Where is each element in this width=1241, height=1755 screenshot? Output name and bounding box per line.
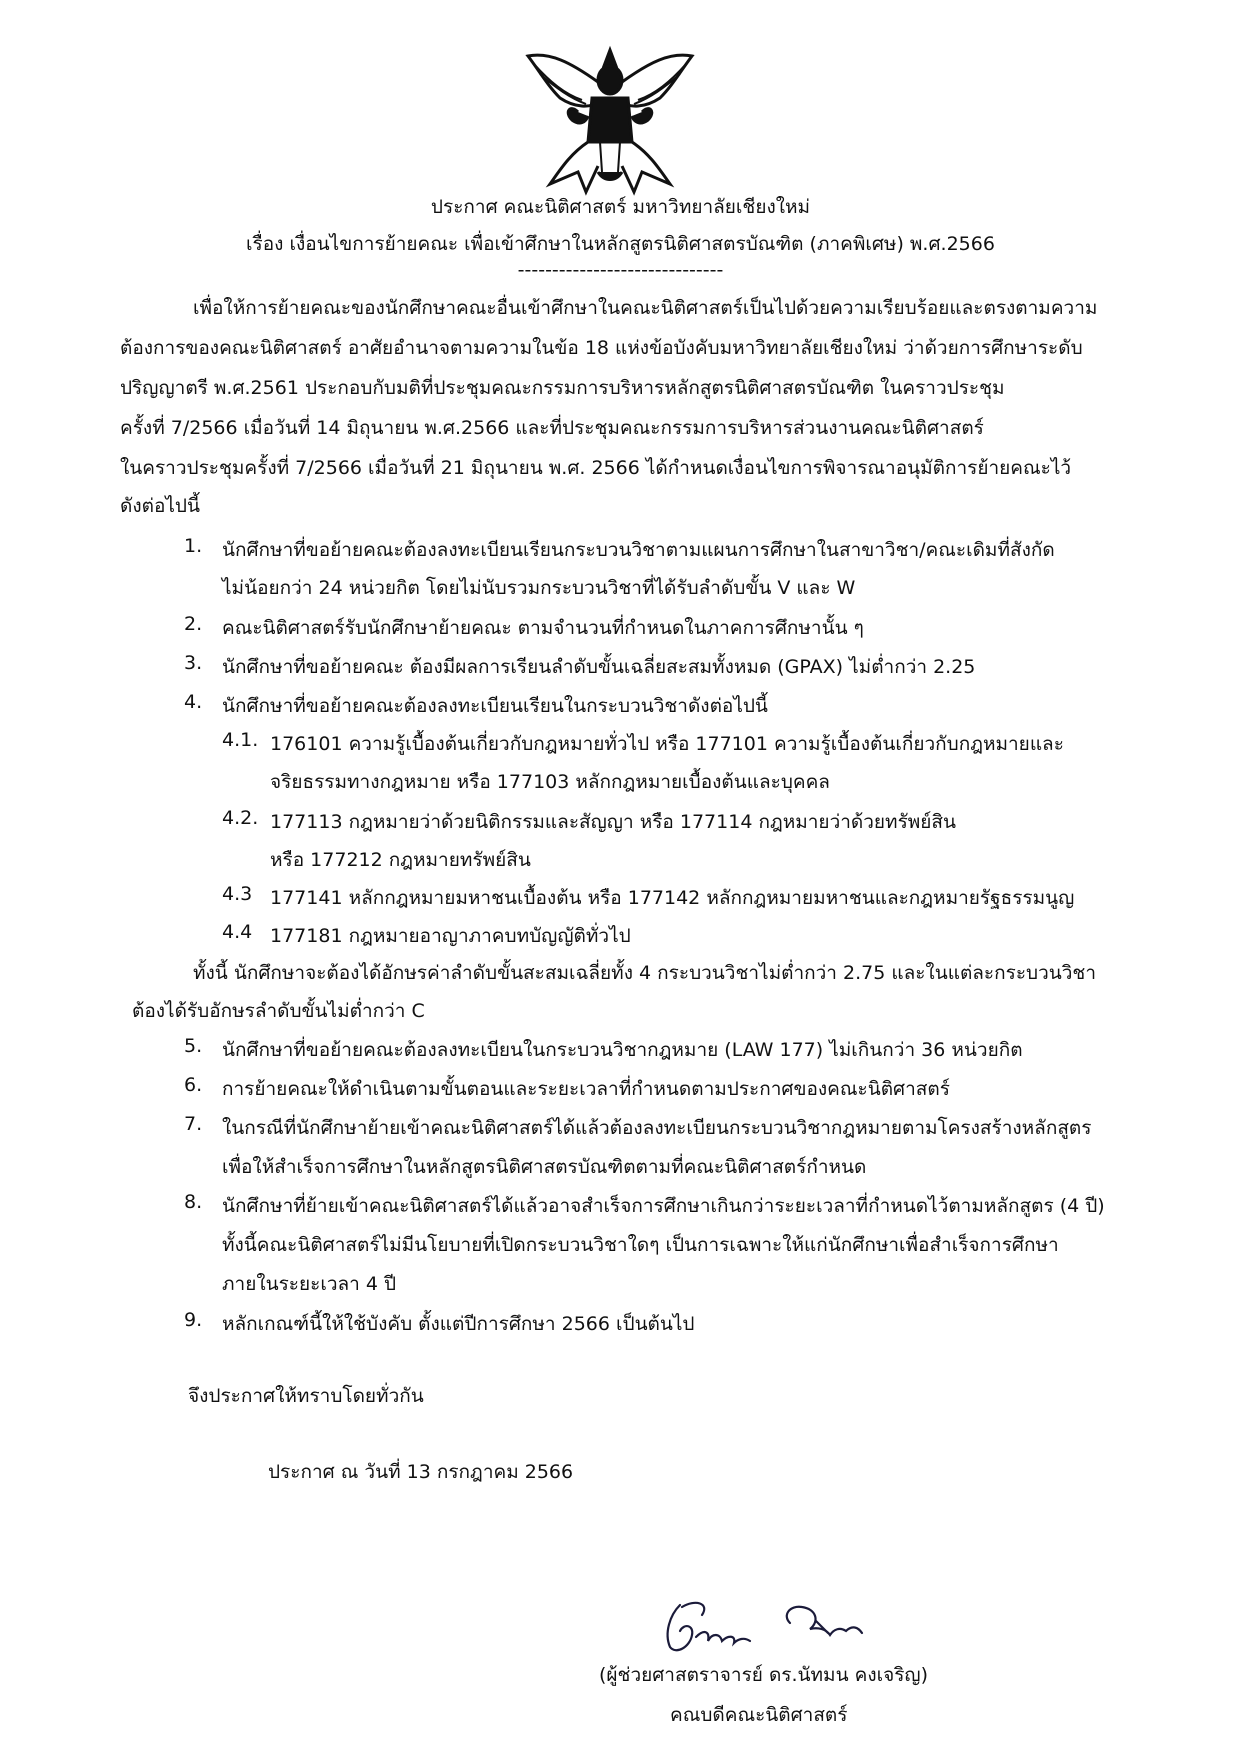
subitem-text: 176101 ความรู้เบื้องต้นเกี่ยวกับกฎหมายทั่วไป หรือ 177101 ความรู้เบื้องต้นเกี่ยวกับกฎหมายและ <box>270 733 1064 755</box>
item-number: 4. <box>184 691 203 713</box>
intro-line: ดังต่อไปนี้ <box>120 495 200 517</box>
closing-statement: จึงประกาศให้ทราบโดยทั่วกัน <box>188 1385 424 1407</box>
subitem-number: 4.2. <box>222 807 259 829</box>
subitem-text: จริยธรรมทางกฎหมาย หรือ 177103 หลักกฎหมายเบื้องต้นและบุคคล <box>270 771 830 793</box>
item-number: 1. <box>184 535 203 557</box>
item-text: นักศึกษาที่ขอย้ายคณะต้องลงทะเบียนเรียนกระบวนวิชาตามแผนการศึกษาในสาขาวิชา/คณะเดิมที่สังกัด <box>222 539 1055 561</box>
intro-line: ครั้งที่ 7/2566 เมื่อวันที่ 14 มิถุนายน พ.ศ.2566 และที่ประชุมคณะกรรมการบริหารส่วนงานคณะนิติศาสตร์ <box>120 417 984 439</box>
subitem-text: หรือ 177212 กฎหมายทรัพย์สิน <box>270 849 531 871</box>
item-text: ภายในระยะเวลา 4 ปี <box>222 1273 397 1295</box>
item-text: เพื่อให้สำเร็จการศึกษาในหลักสูตรนิติศาสตรบัณฑิตตามที่คณะนิติศาสตร์กำหนด <box>222 1156 867 1178</box>
item-text: หลักเกณฑ์นี้ให้ใช้บังคับ ตั้งแต่ปีการศึกษา 2566 เป็นต้นไป <box>222 1313 695 1335</box>
intro-line: ต้องการของคณะนิติศาสตร์ อาศัยอำนาจตามความในข้อ 18 แห่งข้อบังคับมหาวิทยาลัยเชียงใหม่ ว่าด้วยการศึกษาระดับ <box>120 337 1083 359</box>
subitem-number: 4.3 <box>222 883 253 905</box>
signer-title: คณบดีคณะนิติศาสตร์ <box>670 1704 848 1726</box>
subitem-text: 177141 หลักกฎหมายมหาชนเบื้องต้น หรือ 177142 หลักกฎหมายมหาชนและกฎหมายรัฐธรรมนูญ <box>270 887 1075 909</box>
item-number: 8. <box>184 1191 203 1213</box>
subitem-text: 177113 กฎหมายว่าด้วยนิติกรรมและสัญญา หรือ 177114 กฎหมายว่าด้วยทรัพย์สิน <box>270 811 957 833</box>
item-number: 9. <box>184 1309 203 1331</box>
announcement-subject: เรื่อง เงื่อนไขการย้ายคณะ เพื่อเข้าศึกษาในหลักสูตรนิติศาสตรบัณฑิต (ภาคพิเศษ) พ.ศ.2566 <box>246 233 995 255</box>
item-number: 2. <box>184 613 203 635</box>
item-text: การย้ายคณะให้ดำเนินตามขั้นตอนและระยะเวลาที่กำหนดตามประกาศของคณะนิติศาสตร์ <box>222 1078 950 1100</box>
item-number: 5. <box>184 1035 203 1057</box>
header-divider: ------------------------------ <box>517 259 724 281</box>
date-line: ประกาศ ณ วันที่ 13 กรกฎาคม 2566 <box>268 1461 574 1483</box>
garuda-emblem-icon <box>520 42 700 202</box>
intro-line: ปริญญาตรี พ.ศ.2561 ประกอบกับมติที่ประชุมคณะกรรมการบริหารหลักสูตรนิติศาสตรบัณฑิต ในคราวประชุม <box>120 377 1005 399</box>
item-text: ทั้งนี้คณะนิติศาสตร์ไม่มีนโยบายที่เปิดกระบวนวิชาใดๆ เป็นการเฉพาะให้แก่นักศึกษาเพื่อสำเร็จการศึกษา <box>222 1234 1059 1256</box>
signer-name: (ผู้ช่วยศาสตราจารย์ ดร.นัทมน คงเจริญ) <box>599 1664 929 1686</box>
item-text: นักศึกษาที่ขอย้ายคณะต้องลงทะเบียนในกระบวนวิชากฎหมาย (LAW 177) ไม่เกินกว่า 36 หน่วยกิต <box>222 1039 1023 1061</box>
subitem-text: 177181 กฎหมายอาญาภาคบทบัญญัติทั่วไป <box>270 925 631 947</box>
item-text: ในกรณีที่นักศึกษาย้ายเข้าคณะนิติศาสตร์ได้แล้วต้องลงทะเบียนกระบวนวิชากฎหมายตามโครงสร้างหลักสูตร <box>222 1117 1092 1139</box>
intro-line: เพื่อให้การย้ายคณะของนักศึกษาคณะอื่นเข้าศึกษาในคณะนิติศาสตร์เป็นไปด้วยความเรียบร้อยและตรงตามความ <box>193 297 1098 319</box>
announcement-title: ประกาศ คณะนิติศาสตร์ มหาวิทยาลัยเชียงใหม่ <box>430 196 811 218</box>
signature-icon <box>640 1585 910 1665</box>
subitem-number: 4.1. <box>222 729 259 751</box>
item-number: 6. <box>184 1074 203 1096</box>
item-text: นักศึกษาที่ย้ายเข้าคณะนิติศาสตร์ได้แล้วอาจสำเร็จการศึกษาเกินกว่าระยะเวลาที่กำหนดไว้ตามหลักสูตร (4 ปี) <box>222 1195 1105 1217</box>
subitem-number: 4.4 <box>222 921 253 943</box>
note-line: ทั้งนี้ นักศึกษาจะต้องได้อักษรค่าลำดับขั้นสะสมเฉลี่ยทั้ง 4 กระบวนวิชาไม่ต่ำกว่า 2.75 และในแต่ละกระบวนวิชา <box>193 962 1096 984</box>
item-text: นักศึกษาที่ขอย้ายคณะ ต้องมีผลการเรียนลำดับขั้นเฉลี่ยสะสมทั้งหมด (GPAX) ไม่ต่ำกว่า 2.25 <box>222 656 976 678</box>
item-text: คณะนิติศาสตร์รับนักศึกษาย้ายคณะ ตามจำนวนที่กำหนดในภาคการศึกษานั้น ๆ <box>222 617 864 639</box>
item-text: ไม่น้อยกว่า 24 หน่วยกิต โดยไม่นับรวมกระบวนวิชาที่ได้รับลำดับขั้น V และ W <box>222 577 856 599</box>
intro-line: ในคราวประชุมครั้งที่ 7/2566 เมื่อวันที่ 21 มิถุนายน พ.ศ. 2566 ได้กำหนดเงื่อนไขการพิจารณาอนุมัติการย้ายคณะไว้ <box>120 457 1072 479</box>
note-line: ต้องได้รับอักษรลำดับขั้นไม่ต่ำกว่า C <box>132 1000 425 1022</box>
item-number: 7. <box>184 1113 203 1135</box>
item-text: นักศึกษาที่ขอย้ายคณะต้องลงทะเบียนเรียนในกระบวนวิชาดังต่อไปนี้ <box>222 695 768 717</box>
item-number: 3. <box>184 652 203 674</box>
